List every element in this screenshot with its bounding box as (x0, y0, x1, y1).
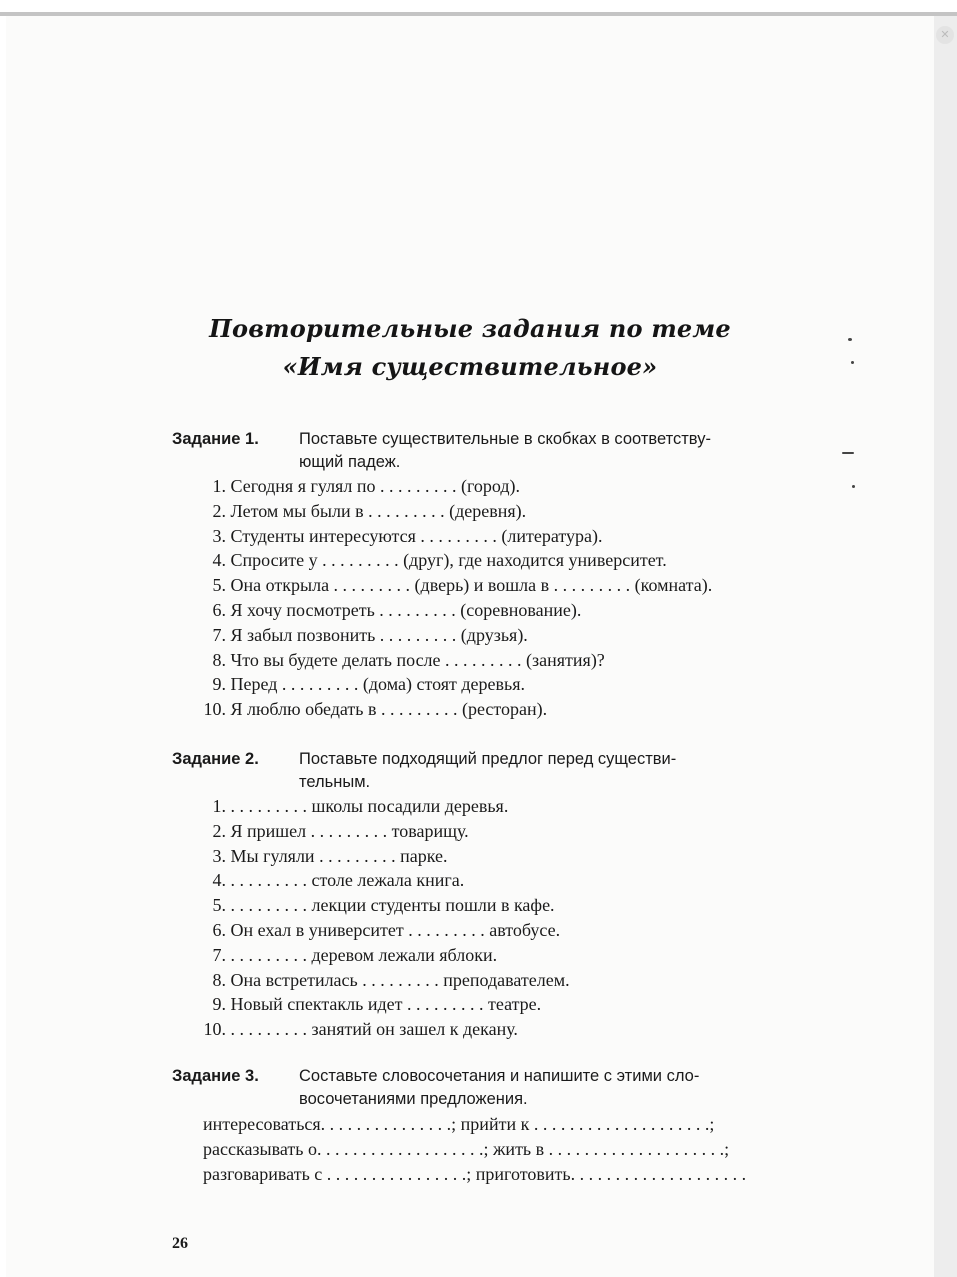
word-combination-line: интересоваться. . . . . . . . . . . . . . .; прийти к . . . . . . . . . . . . . . . . . . . .; (203, 1114, 715, 1134)
exercise-number: 4. (212, 550, 226, 571)
exercise-item (190, 548, 667, 573)
exercise-number: 3. (212, 845, 226, 866)
book-page (6, 16, 934, 1277)
exercise-item (190, 499, 526, 524)
exercise-number: 1. (212, 796, 226, 816)
exercise-number: 1. (212, 476, 226, 496)
exercise-item (190, 968, 570, 993)
exercise-number: 9. (212, 994, 226, 1015)
task-1-label: Задание 1. (172, 430, 259, 448)
exercise-number: 7. (212, 944, 226, 965)
exercise-number: 6. (212, 920, 226, 940)
margin-speck (848, 338, 852, 341)
exercise-number: 2. (212, 820, 226, 841)
exercise-item (190, 943, 497, 968)
exercise-item (190, 794, 508, 819)
task-1-instruction-line-2: ющий падеж. (299, 453, 401, 471)
exercise-number: 7. (212, 624, 226, 645)
exercise-text: Сегодня я гулял по . . . . . . . . . (город). (226, 476, 521, 496)
exercise-text: . . . . . . . . . занятий он зашел к декану. (226, 1019, 518, 1040)
exercise-text: Перед . . . . . . . . . (дома) стоят деревья. (226, 674, 526, 695)
exercise-item (190, 1017, 518, 1042)
margin-speck (842, 452, 854, 454)
exercise-number: 10. (203, 1019, 226, 1040)
exercise-number: 3. (212, 525, 226, 546)
exercise-item (190, 844, 447, 869)
exercise-text: Новый спектакль идет . . . . . . . . . театре. (226, 994, 542, 1015)
exercise-item (190, 573, 712, 598)
exercise-item (190, 697, 547, 722)
task-3-instruction-line-1: Составьте словосочетания и напишите с этими сло- (299, 1067, 700, 1085)
exercise-number: 8. (212, 969, 226, 990)
task-3-label: Задание 3. (172, 1067, 259, 1085)
exercise-item (190, 598, 581, 623)
task-3-instruction-line-2: восочетаниями предложения. (299, 1090, 528, 1108)
exercise-text: . . . . . . . . . лекции студенты пошли в кафе. (226, 895, 555, 916)
exercise-text: Я хочу посмотреть . . . . . . . . . (соревнование). (226, 600, 582, 620)
exercise-item (190, 623, 528, 648)
exercise-number: 8. (212, 649, 226, 670)
task-2-instruction-line-2: тельным. (299, 773, 371, 791)
exercise-item (190, 918, 560, 943)
task-1-instruction-line-1: Поставьте существительные в скобках в соответству- (299, 430, 711, 448)
exercise-item (190, 672, 525, 697)
exercise-number: 2. (212, 500, 226, 521)
exercise-item (190, 992, 541, 1017)
exercise-number: 5. (212, 575, 226, 596)
exercise-text: Я пришел . . . . . . . . . товарищу. (226, 820, 469, 841)
exercise-number: 6. (212, 600, 226, 620)
exercise-item (190, 868, 464, 893)
task-2-label: Задание 2. (172, 750, 259, 768)
word-combination-line: рассказывать о. . . . . . . . . . . . . . . . . . .; жить в . . . . . . . . . . . . . . . . . . . .; (203, 1139, 730, 1159)
exercise-text: Мы гуляли . . . . . . . . . парке. (226, 845, 448, 866)
page-number: 26 (172, 1235, 188, 1252)
exercise-text: . . . . . . . . . школы посадили деревья. (226, 796, 509, 816)
margin-speck (852, 485, 855, 488)
close-icon[interactable]: ✕ (936, 26, 954, 44)
viewer-right-scroll-area[interactable] (934, 16, 957, 1277)
exercise-text: Он ехал в университет . . . . . . . . . автобусе. (226, 920, 561, 940)
exercise-text: Летом мы были в . . . . . . . . . (деревня). (226, 500, 527, 521)
word-combination-line: разговаривать с . . . . . . . . . . . . . . . .; приготовить. . . . . . . . . . . . . . . . . . . . (203, 1164, 747, 1184)
exercise-item (190, 819, 469, 844)
exercise-text: Она встретилась . . . . . . . . . преподавателем. (226, 969, 570, 990)
exercise-number: 5. (212, 895, 226, 916)
task-2-instruction-line-1: Поставьте подходящий предлог перед существи- (299, 750, 677, 768)
exercise-text: Она открыла . . . . . . . . . (дверь) и вошла в . . . . . . . . . (комната). (226, 575, 713, 596)
exercise-text: . . . . . . . . . деревом лежали яблоки. (226, 944, 498, 965)
exercise-text: Я забыл позвонить . . . . . . . . . (друзья). (226, 624, 528, 645)
exercise-number: 9. (212, 674, 226, 695)
exercise-text: . . . . . . . . . столе лежала книга. (226, 870, 465, 891)
exercise-item (190, 648, 605, 673)
exercise-item (190, 474, 520, 499)
exercise-item (190, 524, 602, 549)
margin-speck (851, 361, 854, 364)
exercise-text: Что вы будете делать после . . . . . . . . . (занятия)? (226, 649, 605, 670)
page-title-line-2: «Имя существительное» (282, 352, 658, 381)
exercise-item (190, 893, 555, 918)
page-title-line-1: Повторительные задания по теме (209, 314, 731, 343)
exercise-number: 10. (203, 699, 226, 720)
exercise-text: Студенты интересуются . . . . . . . . . (литература). (226, 525, 603, 546)
exercise-number: 4. (212, 870, 226, 891)
exercise-text: Спросите у . . . . . . . . . (друг), где находится университет. (226, 550, 667, 571)
exercise-text: Я люблю обедать в . . . . . . . . . (ресторан). (226, 699, 548, 720)
